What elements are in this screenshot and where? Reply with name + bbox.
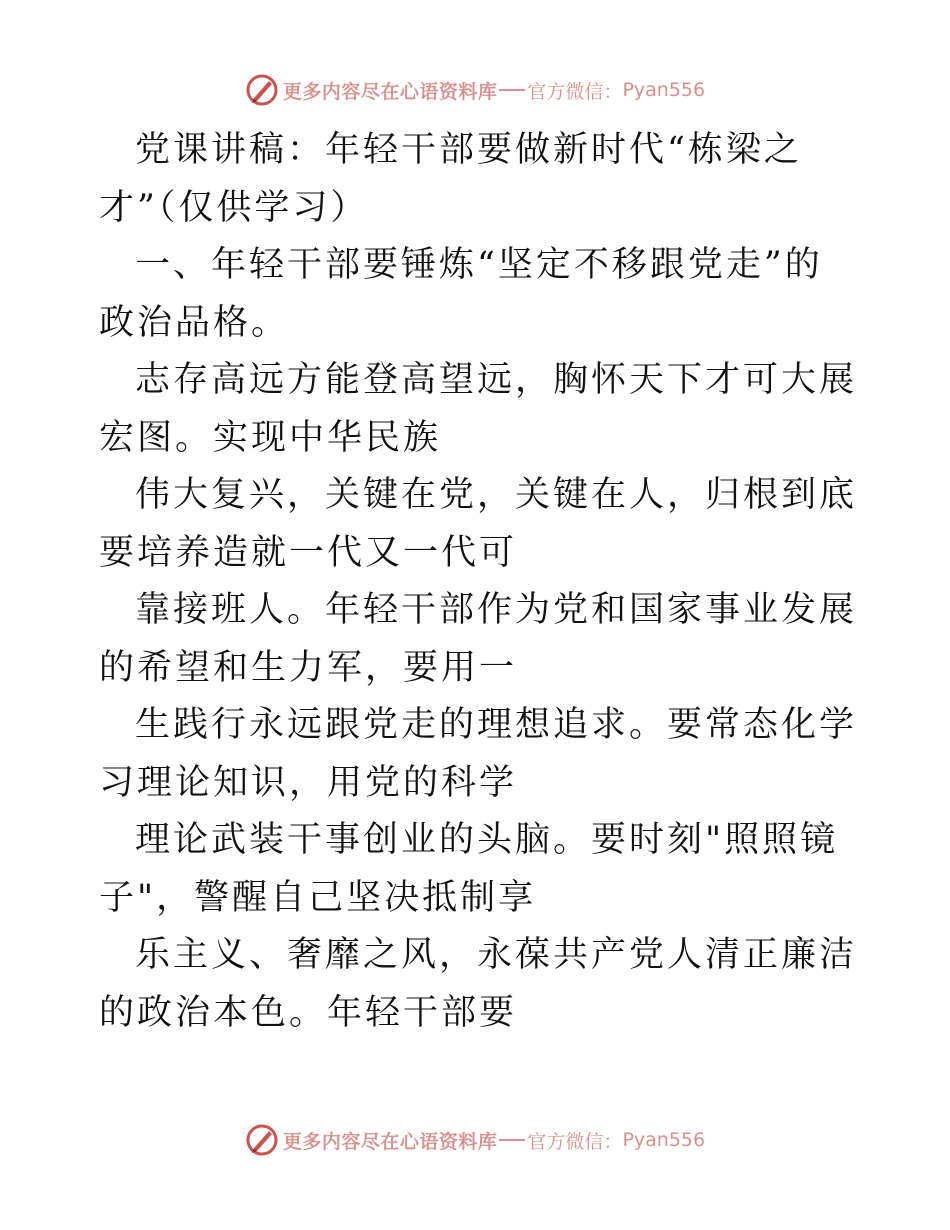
banner-wechat-id: Pyan556 bbox=[622, 79, 706, 101]
banner-dash bbox=[499, 89, 525, 91]
paragraph: 理论武装干事创业的头脑。要时刻"照照镜子"，警醒自己坚决抵制享 bbox=[99, 820, 839, 918]
paragraph: 乐主义、奢靡之风，永葆共产党人清正廉洁的政治本色。年轻干部要 bbox=[99, 935, 858, 1033]
document-body bbox=[99, 122, 859, 1042]
header-watermark-banner bbox=[0, 68, 950, 112]
banner-text: 更多内容尽在心语资料库 bbox=[282, 1130, 498, 1153]
banner-wechat-label: 官方微信： bbox=[527, 80, 623, 103]
banner-dash bbox=[499, 1139, 525, 1141]
pen-logo-icon bbox=[245, 1123, 279, 1157]
paragraph: 靠接班人。年轻干部作为党和国家事业发展的希望和生力军，要用一 bbox=[99, 590, 858, 688]
banner-wechat-id: Pyan556 bbox=[622, 1129, 706, 1151]
paragraph: 志存高远方能登高望远，胸怀天下才可大展宏图。实现中华民族 bbox=[99, 360, 858, 458]
pen-logo-icon bbox=[245, 73, 279, 107]
document-title: 党课讲稿：年轻干部要做新时代“栋梁之 才”（仅供学习） bbox=[99, 130, 802, 228]
paragraph: 生践行永远跟党走的理想追求。要常态化学习理论知识，用党的科学 bbox=[99, 705, 858, 803]
paragraph: 一、年轻干部要锤炼“坚定不移跟党走”的政治品格。 bbox=[99, 245, 823, 343]
banner-text: 更多内容尽在心语资料库 bbox=[282, 80, 498, 103]
banner-wechat-label: 官方微信： bbox=[527, 1130, 623, 1153]
footer-watermark-banner bbox=[0, 1118, 950, 1162]
paragraph: 伟大复兴，关键在党，关键在人，归根到底要培养造就一代又一代可 bbox=[99, 475, 858, 573]
